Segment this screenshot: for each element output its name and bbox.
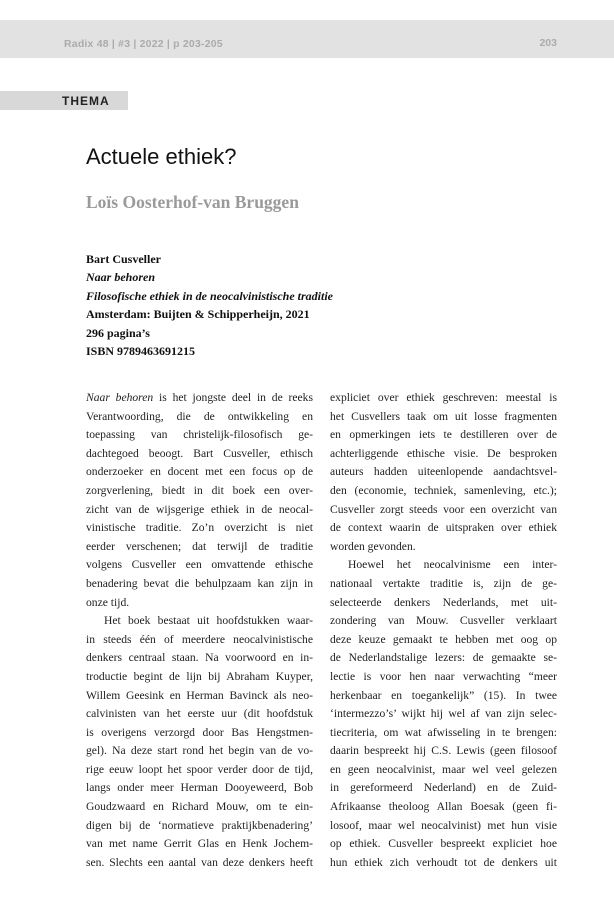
text-line: toepassing van christelijk-filosofisch ge- <box>86 428 313 442</box>
text-line: Het boek bestaat uit hoofdstukken waar- <box>104 614 313 628</box>
text-line: in steeds één of meerdere neocalvinistische <box>86 632 313 646</box>
book-publisher: Amsterdam: Buijten & Schipperheijn, 2021 <box>86 307 310 322</box>
text-line: Goudzwaard en Richard Mouw, om te ein- <box>86 800 313 814</box>
section-tag-label: THEMA <box>62 94 110 108</box>
text-line: zicht van de wijsgerige ethiek in de neocal- <box>86 502 313 516</box>
text-line: losoof, maar wel neocalvinist) met hun visie <box>330 818 557 832</box>
journal-citation: Radix 48 | #3 | 2022 | p 203-205 <box>64 38 223 50</box>
text-line: den (economie, techniek, samenleving, etc.); <box>330 483 557 497</box>
article-title: Actuele ethiek? <box>86 144 237 169</box>
book-title-inline: Naar behoren <box>86 391 154 404</box>
book-subtitle: Filosofische ethiek in de neocalvinistische traditie <box>86 288 333 303</box>
text-line: langs onder meer Herman Dooyeweerd, Bob <box>86 781 313 795</box>
text-line: in gereformeerd Nederland) en de Zuid- <box>330 781 557 795</box>
body-column-right <box>330 389 557 872</box>
text-line: hun ethiek zich verhoudt tot de denkers uit <box>330 855 557 869</box>
text-line: zorgverlening, biedt in dit boek een over- <box>86 483 313 497</box>
text-line: dachtegoed beoogt. Bart Cusveller, ethisch <box>86 446 313 460</box>
text-line: eerder verschenen; dat terwijl de traditie <box>86 539 313 553</box>
book-author: Bart Cusveller <box>86 252 161 266</box>
text-line: rige eeuw loopt het spoor verder door de tijd, <box>86 762 313 776</box>
book-details <box>86 250 333 360</box>
text-line: expliciet over ethiek geschreven: meestal is <box>330 391 557 404</box>
text-line: en geen neocalvinist, maar wel veel gelezen <box>330 762 557 776</box>
text-line: Naar behoren is het jongste deel in de reeks <box>86 391 313 404</box>
text-line: deze keuze gemaakt te hebben met oog op <box>330 632 557 646</box>
text-line: zondering van Mouw. Cusveller verklaart <box>330 614 557 628</box>
text-line: benadering bevat die behulpzaam kan zijn in <box>86 576 313 590</box>
text-line: gel). Na deze start rond het begin van de vo- <box>86 744 313 758</box>
text-line: achterliggende ethische visie. De besproken <box>330 446 557 460</box>
section-tag <box>0 91 128 110</box>
text-line: selecteerde denkers Nederlands, met uit- <box>330 595 557 609</box>
book-title: Naar behoren <box>86 270 156 285</box>
text-line: Afrikaanse theoloog Allan Boesak (geen fi- <box>330 800 557 814</box>
text-line: en opmerkingen iets te destilleren over de <box>330 428 557 442</box>
text-line: troductie begint de lijn bij Abraham Kuyper, <box>86 669 313 683</box>
text-line: op ethiek. Cusveller bespreekt expliciet hoe <box>330 837 557 851</box>
text-line: daarin bespreekt hij C.S. Lewis (geen filosoof <box>330 744 557 758</box>
text-line: nationaal vertakte traditie is, zijn de ge- <box>330 576 557 590</box>
text-line: tiecriteria, om wat afwisseling in te brengen: <box>330 725 557 739</box>
text-line: Verantwoording, die de ontwikkeling en <box>86 409 313 423</box>
text-line: worden gevonden. <box>330 539 416 553</box>
text-line: vinistische traditie. Zo’n overzicht is niet <box>86 521 313 535</box>
text-line: onderzoeker en docent met een focus op de <box>86 465 313 479</box>
text-line: volgens Cusveller een omvattende ethische <box>86 558 313 572</box>
text-line: Willem Geesink en Herman Bavinck als neo- <box>86 688 313 702</box>
text-line: auteurs hadden uiteenlopende aandachtsvel- <box>330 465 557 479</box>
text-line: is overigens verzorgd door Bas Hengstmen- <box>86 725 313 739</box>
page-number: 203 <box>539 37 557 49</box>
text-line: lectie is voor hen naar verwachting “meer <box>330 669 557 683</box>
text-line: van met name Gerrit Glas en Henk Jochem- <box>86 837 313 851</box>
text-line: de Nederlandstalige lezers: de gemaakte se- <box>330 651 557 665</box>
book-isbn: ISBN 9789463691215 <box>86 344 196 359</box>
article-author: Loïs Oosterhof-van Bruggen <box>86 192 299 212</box>
text-line: herkenbaar en toegankelijk” (15). In twee <box>330 688 557 702</box>
text-line: denkers centraal staan. Na voorwoord en in- <box>86 651 313 665</box>
text-line: sen. Slechts een aantal van deze denkers heeft <box>86 855 313 869</box>
body-column-left <box>86 389 313 872</box>
book-pages: 296 pagina’s <box>86 325 150 340</box>
text-line: digen bij de ‘normatieve praktijkbenadering’ <box>86 818 313 832</box>
text-line: de context waarin de uitspraken over ethiek <box>330 521 557 535</box>
text-line: het Cusvellers taak om uit losse fragmenten <box>330 409 557 423</box>
text-line: onze tijd. <box>86 595 130 609</box>
text-line: Cusveller zorgt steeds voor een overzicht van <box>330 502 557 516</box>
text-line: calvinisten van het eerste uur (dit hoofdstuk <box>86 707 313 721</box>
text-line: ‘intermezzo’s’ wijkt hij wel af van zijn selec- <box>330 707 557 721</box>
text-line: Hoewel het neocalvinisme een inter- <box>348 558 557 572</box>
